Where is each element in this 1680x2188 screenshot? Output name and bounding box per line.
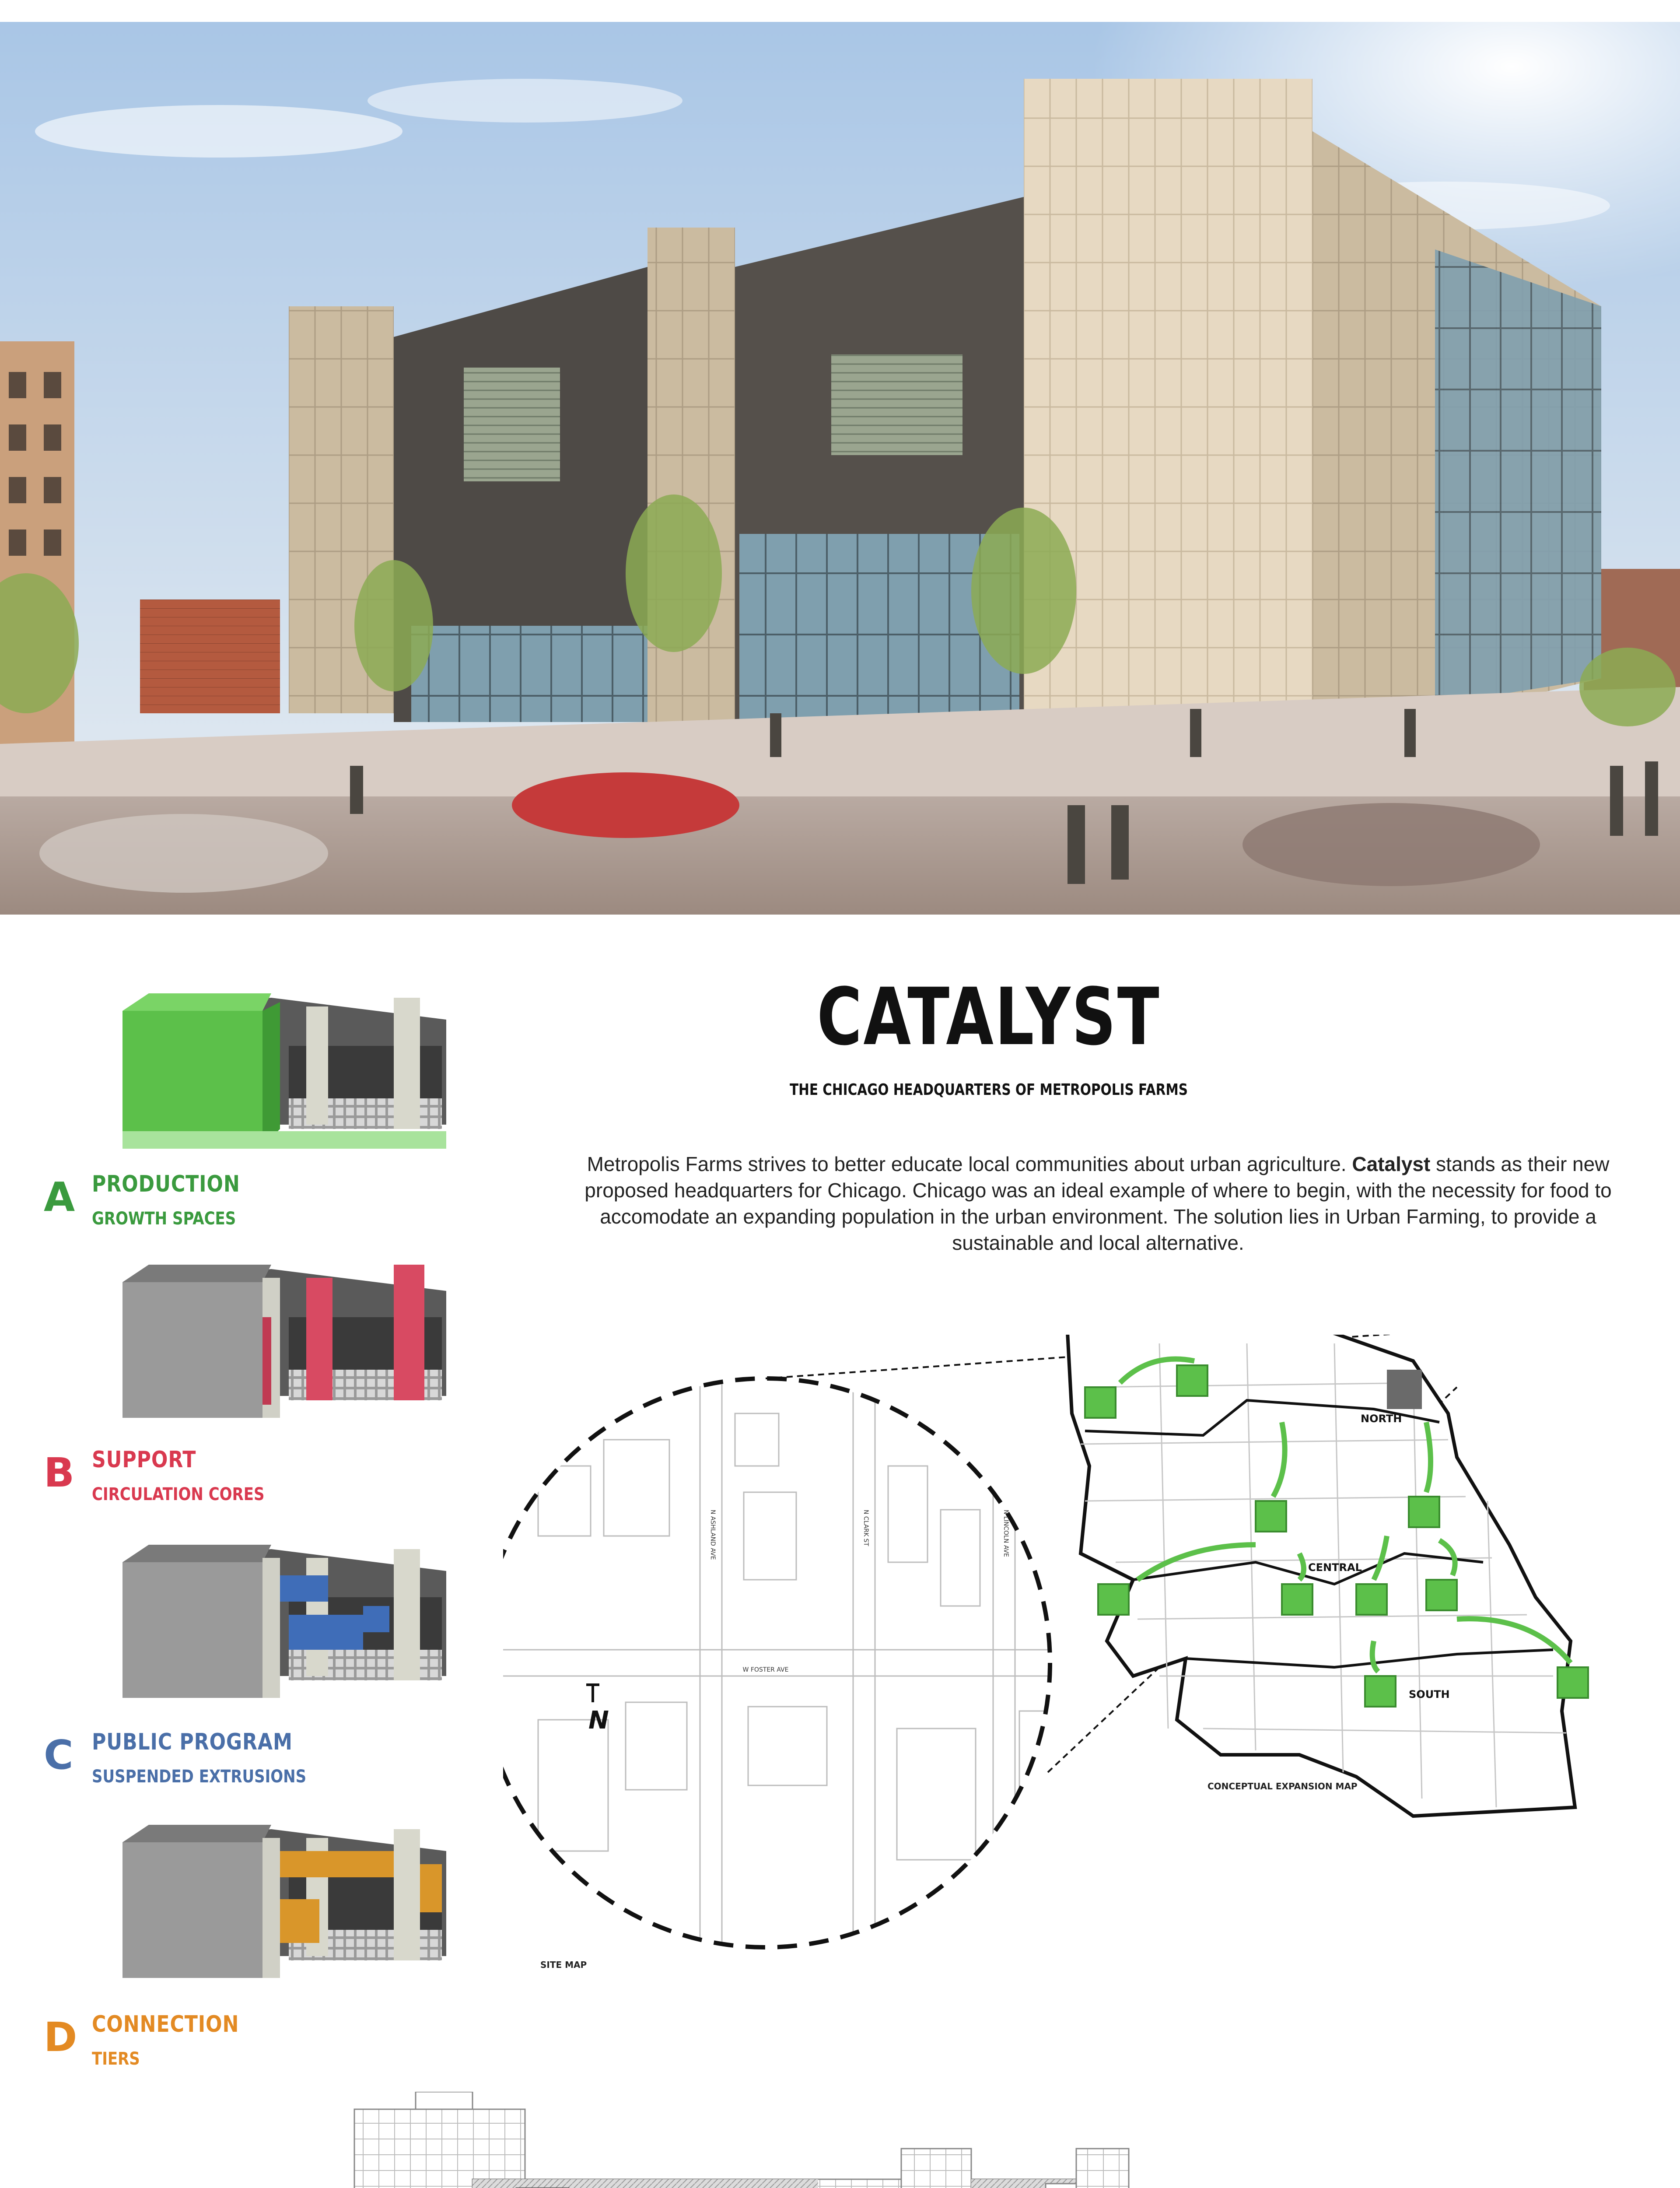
site-map-caption: SITE MAP	[540, 1960, 587, 1970]
hq-building-icon	[1387, 1370, 1422, 1409]
diagram-d-connection	[122, 1825, 446, 1978]
street-label-foster: W FOSTER AVE	[742, 1666, 789, 1673]
diagram-letter: C	[44, 1732, 74, 1778]
diagram-title: CONNECTION	[92, 2011, 239, 2037]
diagram-subtitle: CIRCULATION CORES	[92, 1484, 265, 1504]
region-label-central: CENTRAL	[1308, 1561, 1362, 1574]
street-label-ashland: N ASHLAND AVE	[709, 1510, 716, 1560]
north-arrow-icon	[586, 1685, 609, 1735]
diagram-a-production	[122, 993, 446, 1149]
expansion-map-caption: CONCEPTUAL EXPANSION MAP	[1208, 1781, 1358, 1792]
description-bold: Catalyst	[1352, 1153, 1431, 1175]
description-text-2: stands as their new proposed headquarters for Chicago. Chicago was an ideal example of where to begin, with the necessity for food to accomodate an expanding population in the urban environment. The solution lies in Urban Farming, to provide a sustainable and local alternative.	[584, 1153, 1612, 1254]
project-description	[569, 1151, 1628, 1256]
page-subtitle: THE CHICAGO HEADQUARTERS OF METROPOLIS FARMS	[789, 1081, 1188, 1099]
expansion-map	[1068, 1335, 1588, 1816]
diagram-c-public-program	[122, 1545, 446, 1698]
diagram-letter: D	[44, 2014, 77, 2061]
region-label-south: SOUTH	[1409, 1688, 1450, 1701]
street-label-clark: N CLARK ST	[862, 1510, 869, 1546]
diagram-subtitle: TIERS	[92, 2049, 140, 2069]
diagram-title: PUBLIC PROGRAM	[92, 1729, 293, 1755]
page-title: CATALYST	[817, 971, 1161, 1063]
region-label-north: NORTH	[1361, 1413, 1402, 1425]
diagram-b-support	[122, 1265, 446, 1418]
diagram-letter: B	[44, 1449, 75, 1496]
north-label: N	[588, 1706, 609, 1735]
north-elevation-drawing	[284, 2092, 1334, 2188]
description-text-1: Metropolis Farms strives to better educate local communities about urban agriculture.	[587, 1153, 1352, 1175]
axonometric-diagrams	[114, 980, 464, 2030]
hero-rendering	[0, 22, 1680, 915]
diagram-title: PRODUCTION	[92, 1171, 240, 1197]
diagram-letter: A	[44, 1174, 75, 1220]
diagram-subtitle: GROWTH SPACES	[92, 1209, 236, 1229]
diagram-subtitle: SUSPENDED EXTRUSIONS	[92, 1767, 307, 1787]
maps-graphic	[503, 1335, 1680, 1991]
diagram-title: SUPPORT	[92, 1447, 196, 1473]
street-label-lincoln: N LINCOLN AVE	[1002, 1510, 1009, 1557]
